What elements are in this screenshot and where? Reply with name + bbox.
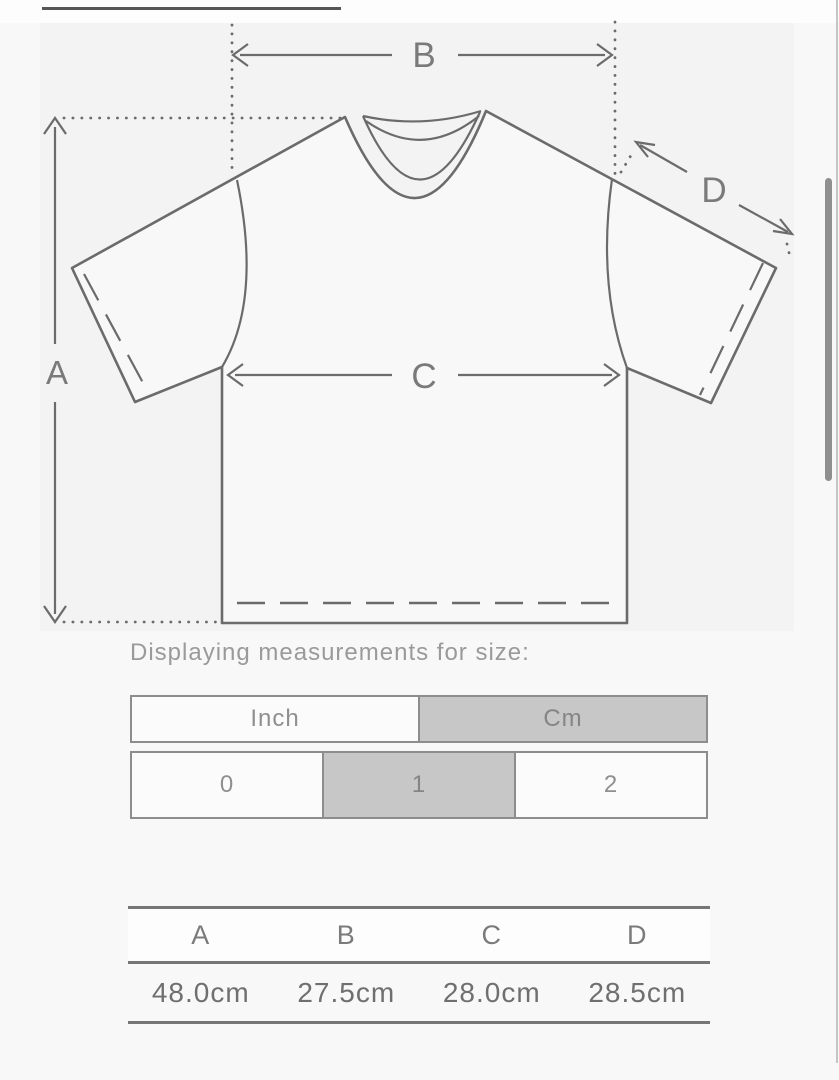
size-option-0[interactable]: 0	[132, 753, 322, 817]
column-header-B: B	[336, 919, 356, 950]
label-B: B	[412, 36, 436, 75]
column-header-A: A	[191, 919, 211, 950]
scrollbar-thumb[interactable]	[825, 178, 832, 481]
value-C: 28.0cm	[442, 976, 541, 1008]
size-selector	[130, 751, 708, 819]
column-header-D: D	[627, 919, 648, 950]
size-option-1[interactable]: 1	[322, 753, 514, 817]
size-note: Displaying measurements for size:	[130, 639, 530, 666]
measurements-table	[128, 906, 710, 1024]
column-header-C: C	[481, 919, 502, 950]
panel-right-border	[836, 0, 838, 1063]
measurements-table-header	[128, 906, 710, 964]
value-A: 48.0cm	[151, 976, 250, 1008]
unit-option-inch[interactable]: Inch	[132, 697, 418, 741]
size-option-2[interactable]: 2	[514, 753, 706, 817]
label-A: A	[45, 354, 69, 391]
label-D: D	[701, 171, 727, 210]
value-B: 27.5cm	[297, 976, 396, 1008]
unit-toggle	[130, 695, 708, 743]
measurements-table-values	[128, 964, 710, 1024]
unit-option-cm[interactable]: Cm	[418, 697, 706, 741]
label-C: C	[411, 357, 437, 396]
value-D: 28.5cm	[588, 976, 687, 1008]
